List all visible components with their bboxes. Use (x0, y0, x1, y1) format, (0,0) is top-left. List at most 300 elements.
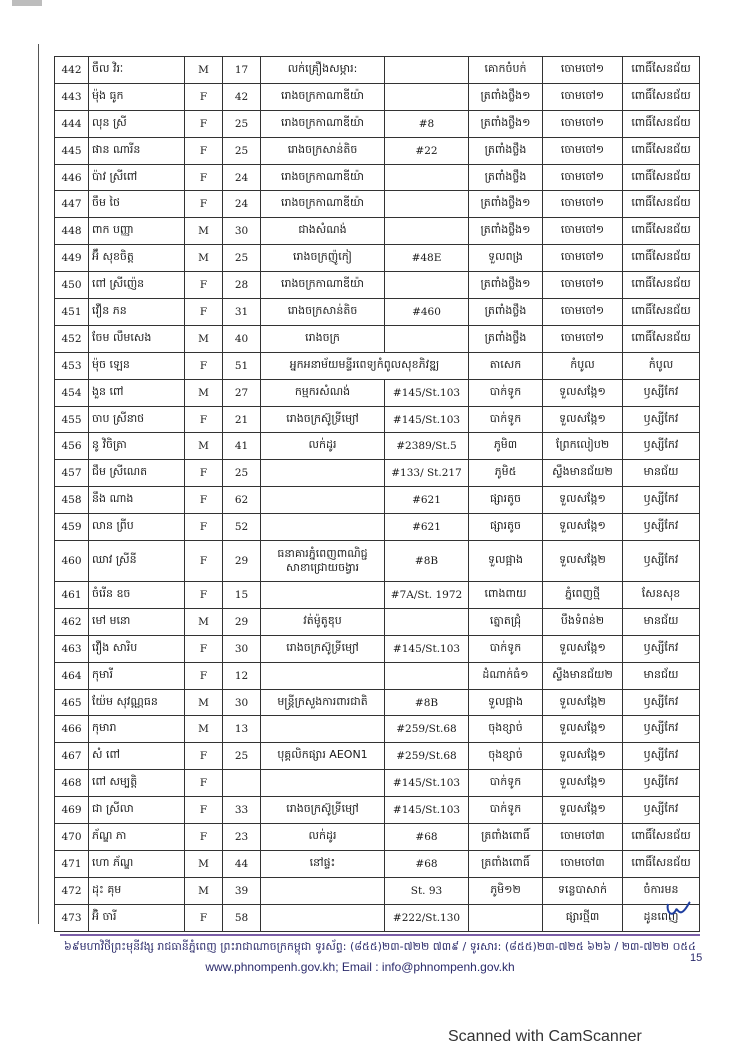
cell-age: 25 (223, 110, 261, 137)
cell-house-number: St. 93 (385, 877, 469, 904)
cell-sex: M (185, 716, 223, 743)
cell-age: 13 (223, 716, 261, 743)
cell-number: 464 (55, 662, 89, 689)
footer-address: ៦៩មហាវិថីព្រះមុនីវង្ស រាជធានីភ្នំពេញ ព្រះរាជាណាចក្រកម្ពុជា ទូរស័ព្ទ: (៨៥៥)២៣-៧២២ ៧៣៩ / ទូរសារ: (៨៥៥)២៣-៧២៥ ៦២៦ / ២៣-៧២២ ០៥៤ (64, 940, 696, 953)
cell-age: 39 (223, 877, 261, 904)
cell-age: 30 (223, 689, 261, 716)
cell-number: 449 (55, 245, 89, 272)
cell-house-number: #8B (385, 689, 469, 716)
cell-number: 448 (55, 218, 89, 245)
cell-name: សំ ពៅ (89, 743, 185, 770)
cell-house-number (385, 218, 469, 245)
cell-number: 459 (55, 514, 89, 541)
cell-district: ឫស្សីកែវ (623, 716, 700, 743)
cell-house-number: #8B (385, 541, 469, 582)
cell-age: 23 (223, 824, 261, 851)
cell-district: ដូនពេញ (623, 904, 700, 931)
cell-village: ត្រពាំងថ្លឹង១ (469, 83, 543, 110)
cell-name: កុមារី (89, 662, 185, 689)
cell-occupation: រោងចក្រស៊ូទ្រីម្យៅ (261, 635, 385, 662)
cell-occupation: កម្មករសំណង់ (261, 379, 385, 406)
cell-sex: F (185, 662, 223, 689)
cell-commune: ចោមចៅ១ (543, 272, 623, 299)
cell-occupation (261, 460, 385, 487)
cell-age: 27 (223, 379, 261, 406)
cell-district: មានជ័យ (623, 460, 700, 487)
cell-district: ឫស្សីកែវ (623, 635, 700, 662)
cell-district: ពោធិ៍សែនជ័យ (623, 164, 700, 191)
cell-occupation: នៅផ្ទះ (261, 850, 385, 877)
table-body (55, 57, 700, 932)
cell-sex: M (185, 245, 223, 272)
cell-village: ភូមិ៣ (469, 433, 543, 460)
cell-occupation: រោងចក្រកាណាឌីយ៉ា (261, 272, 385, 299)
cell-number: 442 (55, 57, 89, 84)
cell-commune: បឹងទំពន់២ (543, 608, 623, 635)
cell-age: 28 (223, 272, 261, 299)
cell-house-number: #133/ St.217 (385, 460, 469, 487)
cell-village: ត្រពាំងថ្លឹង១ (469, 191, 543, 218)
cell-commune: ទួលសង្កែ២ (543, 541, 623, 582)
cell-name: លុន ស្រី (89, 110, 185, 137)
cell-village: ត្រពាំងថ្លឹង១ (469, 110, 543, 137)
cell-age: 25 (223, 743, 261, 770)
cell-house-number (385, 608, 469, 635)
table-row (55, 904, 700, 931)
cell-village: ត្រពាំងថ្លឹង (469, 164, 543, 191)
cell-occupation: រោងចក្រស៊ូទ្រីម្យៅ (261, 797, 385, 824)
cell-name: ចំរើន ឧច (89, 582, 185, 609)
cell-age: 30 (223, 635, 261, 662)
table-row (55, 689, 700, 716)
cell-sex: F (185, 635, 223, 662)
cell-commune: ចោមចៅ១ (543, 164, 623, 191)
cell-age: 29 (223, 541, 261, 582)
cell-occupation: ជាងសំណង់ (261, 218, 385, 245)
cell-commune: ចោមចៅ៣ (543, 850, 623, 877)
cell-occupation: រោងចក្រស៊ូទ្រីម្យៅ (261, 406, 385, 433)
cell-sex: F (185, 824, 223, 851)
cell-house-number: #222/St.130 (385, 904, 469, 931)
cell-occupation: លក់គ្រឿងសម្ភារ: (261, 57, 385, 84)
cell-name: ងួន ពៅ (89, 379, 185, 406)
cell-age: 51 (223, 352, 261, 379)
cell-occupation: វត់ម៉ូតូឌុប (261, 608, 385, 635)
cell-district: ចំការមន (623, 877, 700, 904)
table-row (55, 83, 700, 110)
cell-village: ត្រពាំងថ្លឹង (469, 299, 543, 326)
cell-age: 17 (223, 57, 261, 84)
cell-occupation (261, 487, 385, 514)
scan-edge-mark (12, 0, 42, 6)
cell-village: ផ្សារតូច (469, 514, 543, 541)
cell-sex: F (185, 272, 223, 299)
cell-number: 456 (55, 433, 89, 460)
cell-house-number: #145/St.103 (385, 379, 469, 406)
cell-age: 31 (223, 299, 261, 326)
cell-name: មៅ មនោ (89, 608, 185, 635)
cell-age: 41 (223, 433, 261, 460)
cell-sex: F (185, 164, 223, 191)
cell-house-number (385, 662, 469, 689)
table-row (55, 877, 700, 904)
cell-sex: F (185, 797, 223, 824)
cell-district: មានជ័យ (623, 608, 700, 635)
cell-sex: M (185, 218, 223, 245)
cell-occupation (261, 582, 385, 609)
cell-occupation (261, 770, 385, 797)
cell-district: សែនសុខ (623, 582, 700, 609)
cell-number: 447 (55, 191, 89, 218)
cell-commune: ទួលសង្កែ១ (543, 797, 623, 824)
cell-sex: F (185, 191, 223, 218)
cell-house-number (385, 191, 469, 218)
cell-district: ឫស្សីកែវ (623, 406, 700, 433)
cell-house-number: #48E (385, 245, 469, 272)
cell-number: 452 (55, 325, 89, 352)
cell-name: ហោ ភ័ណ្ឌ (89, 850, 185, 877)
cell-village: ភូមិ១២ (469, 877, 543, 904)
cell-number: 470 (55, 824, 89, 851)
cell-age: 62 (223, 487, 261, 514)
cell-district: ពោធិ៍សែនជ័យ (623, 137, 700, 164)
cell-village: ទួលផ្អាង (469, 689, 543, 716)
cell-village: តាសេក (469, 352, 543, 379)
cell-commune: ទួលសង្កែ១ (543, 406, 623, 433)
cell-age: 25 (223, 460, 261, 487)
cell-age: 42 (223, 83, 261, 110)
cell-house-number (385, 164, 469, 191)
cell-district: ពោធិ៍សែនជ័យ (623, 110, 700, 137)
page-number: 15 (690, 952, 703, 964)
cell-number: 466 (55, 716, 89, 743)
cell-sex: F (185, 110, 223, 137)
cell-district: ពោធិ៍សែនជ័យ (623, 191, 700, 218)
cell-number: 468 (55, 770, 89, 797)
case-register-table (54, 56, 700, 932)
table-row (55, 541, 700, 582)
cell-name: ចឹម ថៃ (89, 191, 185, 218)
cell-village: ដំណាក់ធំ១ (469, 662, 543, 689)
cell-commune: ទួលសង្កែ១ (543, 379, 623, 406)
cell-village: ត្រពាំងពោធិ៍ (469, 850, 543, 877)
table-row (55, 433, 700, 460)
cell-name: វឿន ភន (89, 299, 185, 326)
cell-district: ពោធិ៍សែនជ័យ (623, 245, 700, 272)
cell-occupation: រោងចក្រសាន់តិច (261, 299, 385, 326)
cell-number: 454 (55, 379, 89, 406)
cell-commune: ទួលសង្កែ១ (543, 487, 623, 514)
cell-district: មានជ័យ (623, 662, 700, 689)
table-row (55, 487, 700, 514)
cell-number: 455 (55, 406, 89, 433)
cell-district: ឫស្សីកែវ (623, 797, 700, 824)
cell-house-number: #145/St.103 (385, 406, 469, 433)
cell-age: 25 (223, 137, 261, 164)
cell-age: 44 (223, 850, 261, 877)
cell-number: 469 (55, 797, 89, 824)
cell-sex: F (185, 541, 223, 582)
table-row (55, 218, 700, 245)
cell-commune: ទន្លេបាសាក់ (543, 877, 623, 904)
cell-number: 450 (55, 272, 89, 299)
cell-commune: ទួលសង្កែ១ (543, 514, 623, 541)
cell-name: លាន ព្រីប (89, 514, 185, 541)
cell-village: ត្រពាំងពោធិ៍ (469, 824, 543, 851)
cell-name: ចាប ស្រីនាថ (89, 406, 185, 433)
cell-number: 443 (55, 83, 89, 110)
cell-age: 33 (223, 797, 261, 824)
cell-occupation: ធនាគារភ្នំពេញពាណិជ្ជ សាខាជ្រោយចង្វារ (261, 541, 385, 582)
cell-village (469, 904, 543, 931)
cell-house-number: #259/St.68 (385, 743, 469, 770)
cell-age (223, 770, 261, 797)
cell-commune: ព្រែកលៀប២ (543, 433, 623, 460)
cell-occupation: រោងចក្រកាណាឌីយ៉ា (261, 83, 385, 110)
cell-commune: ចោមចៅ១ (543, 83, 623, 110)
cell-number: 446 (55, 164, 89, 191)
cell-occupation: លក់ដូរ (261, 433, 385, 460)
footer-contact: www.phnompenh.gov.kh; Email : info@phnompenh.gov.kh (205, 960, 515, 974)
cell-number: 462 (55, 608, 89, 635)
cell-sex: F (185, 487, 223, 514)
cell-age: 30 (223, 218, 261, 245)
cell-sex: F (185, 514, 223, 541)
cell-occupation: រោងចក្រសាន់តិច (261, 137, 385, 164)
cell-village: បាក់ទូក (469, 406, 543, 433)
cell-occupation: អ្នកអនាម័យមន្ទីរពេទ្យកំពូលសុខភិវឌ្ឍ (261, 352, 469, 379)
cell-age: 21 (223, 406, 261, 433)
cell-name: ជឹម ស្រីណេត (89, 460, 185, 487)
cell-village: ផ្សារតូច (469, 487, 543, 514)
cell-occupation: រោងចក្រ (261, 325, 385, 352)
cell-commune: ស្ទឹងមានជ័យ២ (543, 662, 623, 689)
cell-occupation (261, 904, 385, 931)
cell-district: ពោធិ៍សែនជ័យ (623, 850, 700, 877)
cell-name: ភ័ណ្ឌ ភា (89, 824, 185, 851)
cell-name: ពៅ សម្បត្តិ (89, 770, 185, 797)
cell-house-number: #22 (385, 137, 469, 164)
cell-district: ពោធិ៍សែនជ័យ (623, 57, 700, 84)
cell-age: 15 (223, 582, 261, 609)
cell-number: 458 (55, 487, 89, 514)
cell-sex: F (185, 83, 223, 110)
cell-commune: ចោមចៅ១ (543, 325, 623, 352)
cell-commune: ទួលសង្កែ១ (543, 743, 623, 770)
cell-commune: ទួលសង្កែ១ (543, 716, 623, 743)
cell-occupation (261, 877, 385, 904)
cell-occupation (261, 662, 385, 689)
cell-number: 471 (55, 850, 89, 877)
cell-sex: F (185, 743, 223, 770)
footer-divider (60, 934, 700, 936)
table-row (55, 245, 700, 272)
cell-sex: M (185, 608, 223, 635)
table-row (55, 824, 700, 851)
cell-village: បាក់ទូក (469, 797, 543, 824)
cell-number: 451 (55, 299, 89, 326)
cell-district: ពោធិ៍សែនជ័យ (623, 218, 700, 245)
table-row (55, 325, 700, 352)
cell-sex: M (185, 689, 223, 716)
cell-house-number: #2389/St.5 (385, 433, 469, 460)
signature-mark (664, 898, 692, 920)
cell-sex: F (185, 137, 223, 164)
cell-district: ឫស្សីកែវ (623, 379, 700, 406)
cell-name: ប៉ាវ ស្រីពៅ (89, 164, 185, 191)
cell-village: ទួលផ្អាង (469, 541, 543, 582)
cell-age: 58 (223, 904, 261, 931)
table-row (55, 352, 700, 379)
table-row (55, 110, 700, 137)
cell-number: 460 (55, 541, 89, 582)
cell-commune: កំបូល (543, 352, 623, 379)
cell-number: 453 (55, 352, 89, 379)
cell-name: ចែម លឹមសេង (89, 325, 185, 352)
cell-village: បាក់ទូក (469, 770, 543, 797)
cell-commune: ចោមចៅ១ (543, 245, 623, 272)
cell-village: បាក់ទូក (469, 379, 543, 406)
cell-commune: ទួលសង្កែ១ (543, 770, 623, 797)
cell-house-number: #145/St.103 (385, 797, 469, 824)
table-row (55, 299, 700, 326)
cell-age: 29 (223, 608, 261, 635)
cell-commune: ចោមចៅ១ (543, 110, 623, 137)
cell-name: ឈាវ ស្រីនី (89, 541, 185, 582)
cell-commune: ចោមចៅ១ (543, 191, 623, 218)
cell-age: 12 (223, 662, 261, 689)
cell-commune: ទួលសង្កែ២ (543, 689, 623, 716)
cell-commune: ស្ទឹងមានជ័យ២ (543, 460, 623, 487)
cell-number: 445 (55, 137, 89, 164)
cell-district: ឫស្សីកែវ (623, 689, 700, 716)
cell-village: ចុងខ្សាច់ (469, 716, 543, 743)
scanner-watermark: Scanned with CamScanner (448, 1028, 642, 1045)
cell-house-number: #8 (385, 110, 469, 137)
cell-house-number: #68 (385, 824, 469, 851)
cell-district: ពោធិ៍សែនជ័យ (623, 325, 700, 352)
cell-name: ចឹល វិរៈ (89, 57, 185, 84)
cell-name: ដុះ គុម (89, 877, 185, 904)
cell-name: ផាន ណារីន (89, 137, 185, 164)
cell-house-number: #68 (385, 850, 469, 877)
cell-house-number (385, 83, 469, 110)
cell-occupation: មន្ត្រីក្រសួងការពារជាតិ (261, 689, 385, 716)
cell-house-number: #621 (385, 487, 469, 514)
cell-name: អ៊ឹ សុខចិត្ត (89, 245, 185, 272)
cell-village: ត្រពាំងថ្លឹង (469, 325, 543, 352)
cell-number: 465 (55, 689, 89, 716)
cell-sex: M (185, 325, 223, 352)
cell-occupation: រោងចក្រកាណាឌីយ៉ា (261, 164, 385, 191)
cell-occupation: រោងចក្រកាណាឌីយ៉ា (261, 191, 385, 218)
cell-district: ឫស្សីកែវ (623, 541, 700, 582)
cell-district: ពោធិ៍សែនជ័យ (623, 299, 700, 326)
cell-age: 25 (223, 245, 261, 272)
cell-number: 463 (55, 635, 89, 662)
cell-house-number: #145/St.103 (385, 635, 469, 662)
cell-age: 24 (223, 191, 261, 218)
table-row (55, 770, 700, 797)
cell-age: 40 (223, 325, 261, 352)
cell-sex: F (185, 406, 223, 433)
cell-house-number (385, 57, 469, 84)
cell-commune: ចោមចៅ១ (543, 299, 623, 326)
cell-name: នូ វិចិត្រា (89, 433, 185, 460)
cell-house-number: #460 (385, 299, 469, 326)
cell-house-number: #7A/St. 1972 (385, 582, 469, 609)
cell-name: ម៉ុង ធូក (89, 83, 185, 110)
table-row (55, 191, 700, 218)
cell-village: ត្រពាំងថ្លឹង១ (469, 272, 543, 299)
cell-sex: M (185, 433, 223, 460)
table-row (55, 514, 700, 541)
cell-sex: M (185, 850, 223, 877)
table-row (55, 743, 700, 770)
table-row (55, 460, 700, 487)
table-row (55, 379, 700, 406)
cell-occupation (261, 514, 385, 541)
cell-village: ចុងខ្សាច់ (469, 743, 543, 770)
cell-occupation: រោងចក្រកាណាឌីយ៉ា (261, 110, 385, 137)
cell-sex: F (185, 352, 223, 379)
cell-commune: ចោមចៅ១ (543, 137, 623, 164)
cell-district: ពោធិ៍សែនជ័យ (623, 272, 700, 299)
table-row (55, 406, 700, 433)
cell-name: នឹង ណាង (89, 487, 185, 514)
table-row (55, 716, 700, 743)
cell-sex: F (185, 582, 223, 609)
cell-house-number: #145/St.103 (385, 770, 469, 797)
cell-district: ឫស្សីកែវ (623, 770, 700, 797)
cell-house-number: #621 (385, 514, 469, 541)
cell-age: 24 (223, 164, 261, 191)
cell-village: គោកចំបក់ (469, 57, 543, 84)
cell-name: កុមារា (89, 716, 185, 743)
cell-sex: F (185, 770, 223, 797)
table-row (55, 137, 700, 164)
cell-house-number: #259/St.68 (385, 716, 469, 743)
cell-name: ជា ស្រីលា (89, 797, 185, 824)
table-row (55, 164, 700, 191)
table-row (55, 272, 700, 299)
cell-village: ត្រពាំងថ្លឹង១ (469, 218, 543, 245)
cell-number: 461 (55, 582, 89, 609)
cell-number: 473 (55, 904, 89, 931)
cell-district: ឫស្សីកែវ (623, 514, 700, 541)
cell-village: ទួលពង្រ (469, 245, 543, 272)
cell-commune: ចោមចៅ១ (543, 57, 623, 84)
table-row (55, 662, 700, 689)
cell-commune: ផ្សារថ្មី៣ (543, 904, 623, 931)
cell-name: វឿង សារិប (89, 635, 185, 662)
cell-number: 467 (55, 743, 89, 770)
cell-sex: M (185, 57, 223, 84)
cell-name: អ៊ិ ចារី (89, 904, 185, 931)
cell-occupation (261, 716, 385, 743)
cell-occupation: រោងចក្រញ៉ូកៀ (261, 245, 385, 272)
table-row (55, 582, 700, 609)
cell-sex: F (185, 460, 223, 487)
cell-number: 444 (55, 110, 89, 137)
cell-house-number (385, 272, 469, 299)
cell-sex: M (185, 379, 223, 406)
table-row (55, 57, 700, 84)
cell-commune: ចោមចៅ៣ (543, 824, 623, 851)
cell-commune: ចោមចៅ១ (543, 218, 623, 245)
cell-sex: F (185, 904, 223, 931)
cell-village: ពោងពាយ (469, 582, 543, 609)
